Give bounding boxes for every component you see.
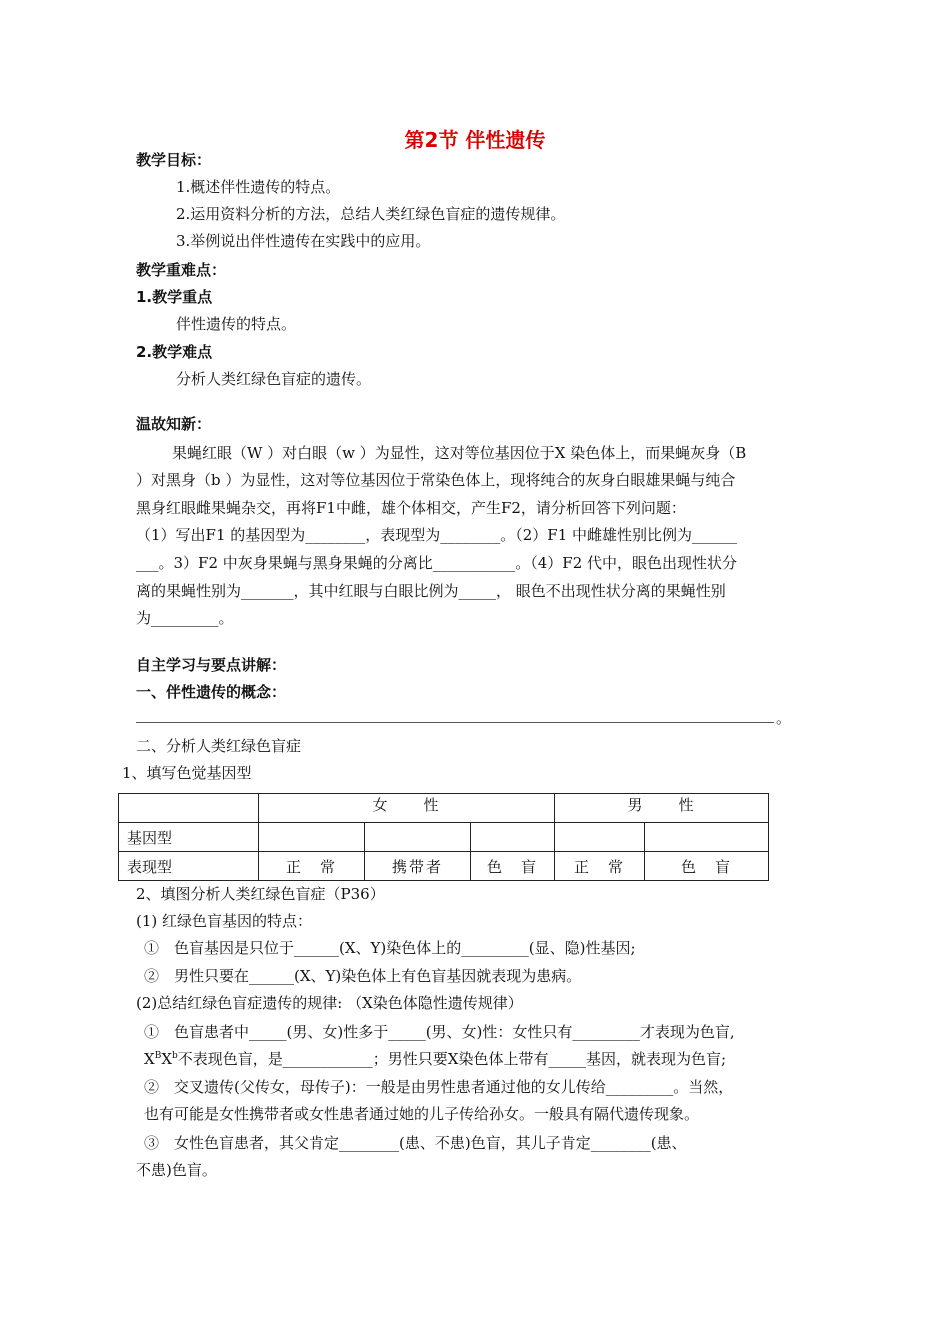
- phenotype-cell: 携带者: [365, 852, 471, 881]
- phenotype-cell: 正 常: [555, 852, 645, 881]
- review-line: ___。3）F2 中灰身果蝇与黑身果蝇的分离比___________。（4）F2 代中，眼色出现性状分: [136, 554, 738, 572]
- genotype-sup: B: [154, 1051, 162, 1061]
- fig-heading: 2、填图分析人类红绿色盲症（P36）: [136, 885, 385, 903]
- rules-heading: (2)总结红绿色盲症遗传的规律: （X染色体隐性遗传规律）: [136, 994, 523, 1012]
- genotype-x: X: [144, 1050, 155, 1068]
- gene-traits-heading: (1) 红绿色盲基因的特点：: [136, 912, 313, 930]
- phenotype-cell: 色 盲: [645, 852, 769, 881]
- rule2-line: 也有可能是女性携带者或女性患者通过她的儿子传给孙女。一般具有隔代遗传现象。: [144, 1105, 700, 1123]
- concept-end: 。: [776, 709, 792, 727]
- genotype-x: X: [161, 1050, 172, 1068]
- phenotype-cell: 色 盲: [471, 852, 555, 881]
- table-row: [119, 823, 769, 852]
- genotype-cell[interactable]: [645, 823, 769, 852]
- key-label: 1.教学重点: [136, 288, 213, 306]
- color-vision-table: [118, 793, 769, 881]
- key-text: 伴性遗传的特点。: [176, 315, 297, 333]
- genotype-sup: b: [172, 1051, 178, 1061]
- gene-trait-item: ② 男性只要在______(X、Y)染色体上有色盲基因就表现为患病。: [144, 967, 582, 985]
- review-line: 离的果蝇性别为_______，其中红眼与白眼比例为_____， 眼色不出现性状分离的果蝇性别: [136, 582, 726, 600]
- gene-trait-item: ① 色盲基因是只位于______(X、Y)染色体上的_________(显、隐)性基因;: [144, 939, 636, 957]
- fill-heading: 1、填写色觉基因型: [122, 764, 252, 782]
- difficult-label: 2.教学难点: [136, 343, 213, 361]
- rule1-line: ① 色盲患者中_____(男、女)性多于_____(男、女)性：女性只有_________才表现为色盲,: [144, 1023, 735, 1041]
- review-line: 黑身红眼雌果蝇杂交，再将F1中雌，雄个体相交，产生F2，请分析回答下列问题：: [136, 499, 686, 517]
- genotype-cell[interactable]: [471, 823, 555, 852]
- rule1-text: 不表现色盲，是____________；男性只要X染色体上带有_____基因，就表现为色盲;: [177, 1050, 727, 1068]
- page-title: 第2节 伴性遗传: [404, 128, 546, 152]
- rule2-line: ② 交叉遗传(父传女，母传子)：一般是由男性患者通过他的女儿传给_________。当然，: [144, 1078, 734, 1096]
- review-heading: 温故知新：: [136, 415, 212, 433]
- objective-item: 2.运用资料分析的方法，总结人类红绿色盲症的遗传规律。: [176, 205, 566, 223]
- key-points-heading: 教学重难点：: [136, 261, 227, 279]
- rule3-line: 不患)色盲。: [136, 1161, 217, 1179]
- genotype-cell[interactable]: [555, 823, 645, 852]
- review-line: 为_________。: [136, 609, 234, 627]
- objective-item: 3.举例说出伴性遗传在实践中的应用。: [176, 232, 431, 250]
- objective-item: 1.概述伴性遗传的特点。: [176, 178, 341, 196]
- phenotype-label: 表现型: [119, 852, 259, 881]
- review-line: 果蝇红眼（W ）对白眼（w ）为显性，这对等位基因位于X 染色体上，而果蝇灰身（B: [172, 444, 747, 462]
- self-study-heading: 自主学习与要点讲解：: [136, 656, 287, 674]
- difficult-text: 分析人类红绿色盲症的遗传。: [176, 370, 372, 388]
- rule1-line-genotype: [144, 1049, 726, 1069]
- objectives-heading: 教学目标：: [136, 151, 212, 169]
- male-header: 男 性: [555, 794, 769, 823]
- table-row: [119, 794, 769, 823]
- table-cell-empty: [119, 794, 259, 823]
- genotype-label: 基因型: [119, 823, 259, 852]
- concept-heading: 一、伴性遗传的概念：: [136, 683, 287, 701]
- rule3-line: ③ 女性色盲患者，其父肯定________(患、不患)色盲，其儿子肯定________(患、: [144, 1134, 687, 1152]
- genotype-cell[interactable]: [365, 823, 471, 852]
- female-header: 女 性: [259, 794, 555, 823]
- section2-heading: 二、分析人类红绿色盲症: [136, 737, 302, 755]
- review-line: ）对黑身（b ）为显性，这对等位基因位于常染色体上，现将纯合的灰身白眼雄果蝇与纯合: [136, 471, 736, 489]
- genotype-cell[interactable]: [259, 823, 365, 852]
- table-row: [119, 852, 769, 881]
- phenotype-cell: 正 常: [259, 852, 365, 881]
- review-line: （1）写出F1 的基因型为________，表现型为________。（2）F1 中雌雄性别比例为______: [136, 526, 738, 544]
- concept-blank-line: [136, 722, 774, 723]
